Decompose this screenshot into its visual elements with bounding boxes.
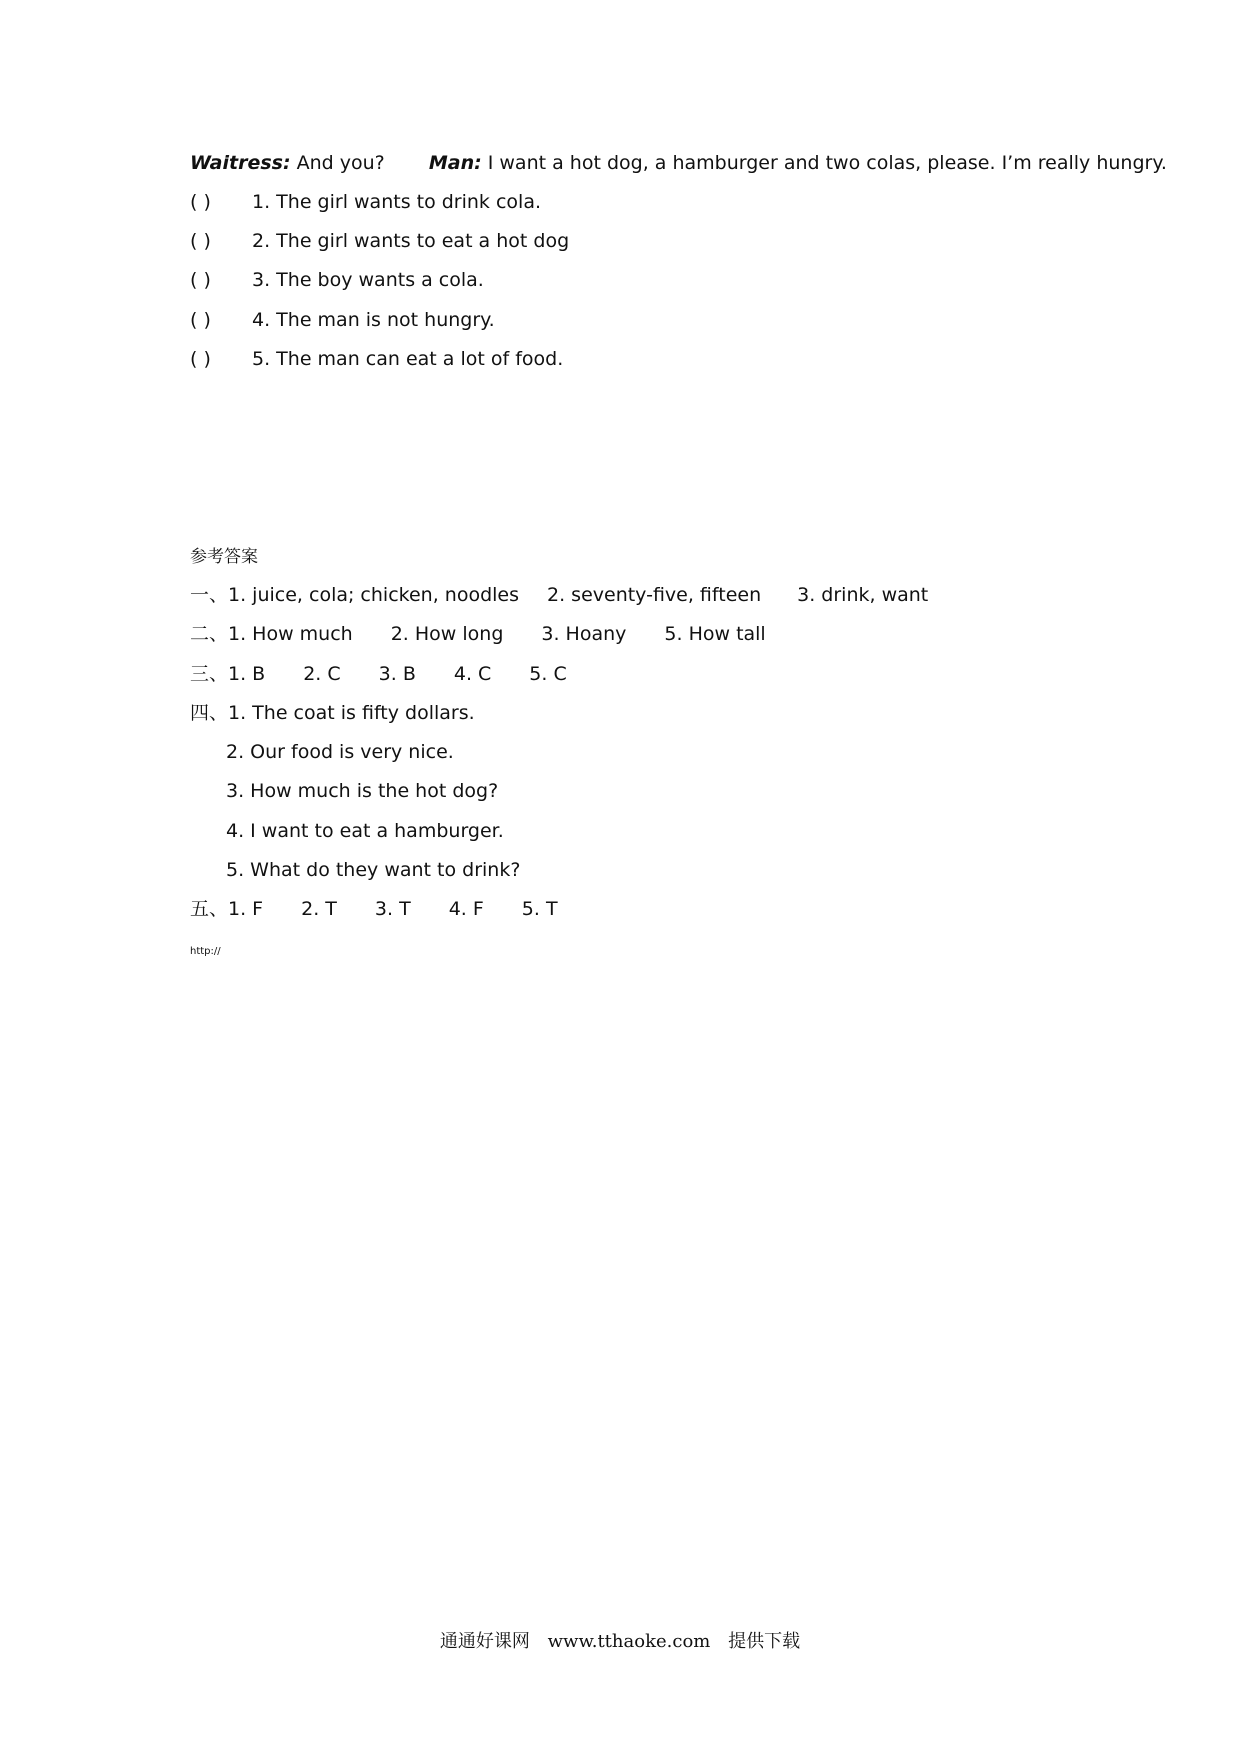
tf-item-text: 2. The girl wants to eat a hot dog — [252, 230, 570, 252]
answer-section-4-line-3: 3. How much is the hot dog? — [226, 780, 499, 802]
answer-section-4-line-5: 5. What do they want to drink? — [226, 859, 521, 881]
answer-section-3 — [190, 661, 567, 687]
speaker-waitress: Waitress: — [190, 152, 291, 174]
page-footer — [0, 1630, 1240, 1654]
answer-section-5 — [190, 896, 558, 922]
answer-section-4-line-2: 2. Our food is very nice. — [226, 741, 454, 763]
answer-sentence: 1. The coat is fifty dollars. — [228, 702, 475, 724]
tf-item-text: 3. The boy wants a cola. — [252, 269, 484, 291]
answer-section-1 — [190, 582, 928, 608]
answer-part: 3. drink, want — [797, 584, 929, 606]
answer-part: 1. How much — [228, 623, 353, 645]
answer-blank[interactable]: ( ) — [190, 230, 211, 252]
answer-part: 3. Hoany — [541, 623, 627, 645]
section-prefix: 五、 — [190, 898, 229, 920]
tf-item-text: 5. The man can eat a lot of food. — [252, 348, 564, 370]
url-stub: http:// — [190, 946, 221, 957]
footer-site-name: 通通好课网 — [439, 1631, 530, 1652]
tf-item-4 — [190, 307, 495, 333]
answer-part: 1. B — [228, 663, 266, 685]
tf-item-text: 4. The man is not hungry. — [252, 309, 495, 331]
section-prefix: 三、 — [190, 663, 229, 685]
answer-section-4-line-1 — [190, 700, 475, 726]
dialogue-line — [190, 150, 1167, 176]
tf-item-2 — [190, 228, 569, 254]
answer-key-title: 参考答案 — [190, 547, 258, 567]
answer-blank[interactable]: ( ) — [190, 269, 211, 291]
answer-part: 4. C — [453, 663, 492, 685]
answer-blank[interactable]: ( ) — [190, 348, 211, 370]
section-prefix: 四、 — [190, 702, 229, 724]
answer-part: 4. F — [448, 898, 484, 920]
answer-part: 2. C — [303, 663, 341, 685]
tf-item-5 — [190, 346, 563, 372]
answer-part: 2. seventy-five, fifteen — [547, 584, 762, 606]
section-prefix: 二、 — [190, 623, 229, 645]
answer-part: 2. T — [301, 898, 337, 920]
answer-blank[interactable]: ( ) — [190, 191, 211, 213]
answer-section-4-line-4: 4. I want to eat a hamburger. — [226, 820, 504, 842]
answer-blank[interactable]: ( ) — [190, 309, 211, 331]
answer-part: 3. T — [374, 898, 411, 920]
footer-url[interactable]: www.tthaoke.com — [547, 1631, 711, 1652]
answer-part: 5. C — [529, 663, 567, 685]
footer-suffix: 提供下载 — [728, 1631, 801, 1652]
waitress-text: And you? — [296, 152, 385, 174]
man-text: I want a hot dog, a hamburger and two colas, please. I’m really hungry. — [487, 152, 1167, 174]
answer-part: 5. How tall — [664, 623, 766, 645]
answer-part: 1. F — [228, 898, 264, 920]
answer-part: 1. juice, cola; chicken, noodles — [228, 584, 519, 606]
tf-item-3 — [190, 267, 484, 293]
speaker-man: Man: — [428, 152, 482, 174]
answer-part: 2. How long — [390, 623, 504, 645]
tf-item-text: 1. The girl wants to drink cola. — [252, 191, 542, 213]
tf-item-1 — [190, 189, 541, 215]
section-prefix: 一、 — [190, 584, 229, 606]
answer-part: 5. T — [521, 898, 558, 920]
answer-section-2 — [190, 621, 766, 647]
answer-part: 3. B — [378, 663, 416, 685]
